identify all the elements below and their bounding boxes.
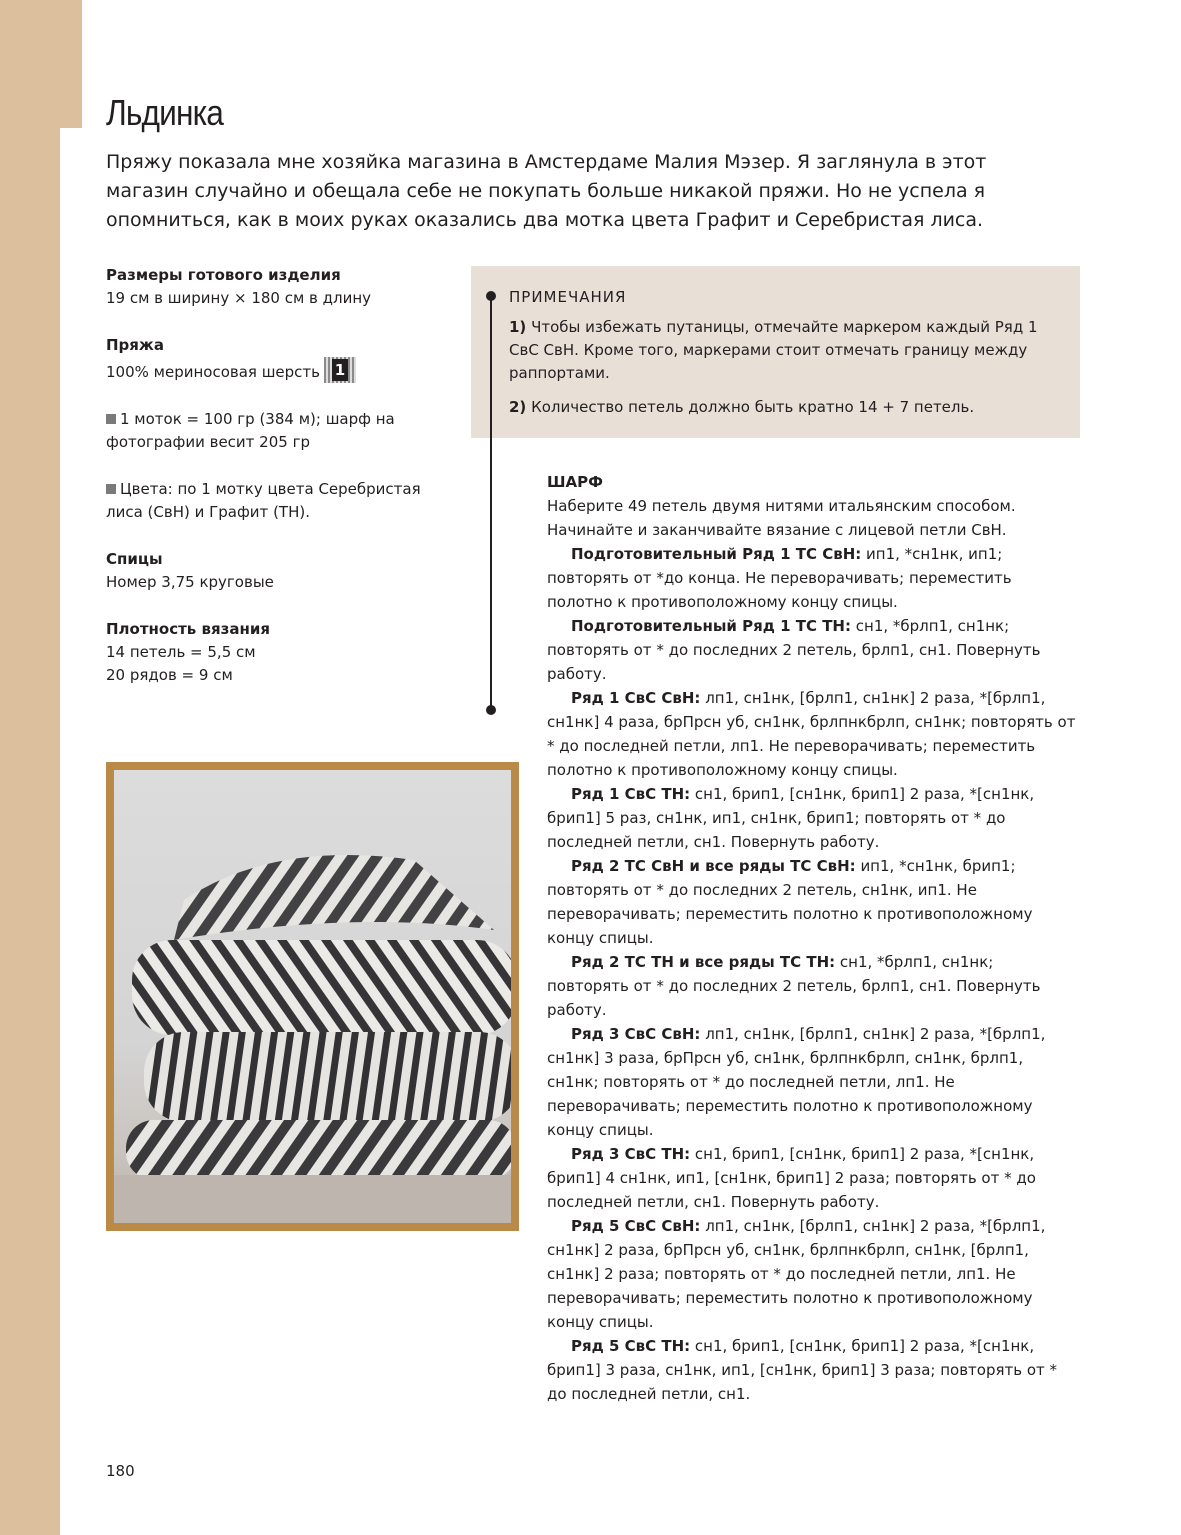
row-instruction	[547, 1214, 1077, 1334]
intro-paragraph: Пряжу показала мне хозяйка магазина в Амстердаме Малия Мэзер. Я заглянула в этот магазин случайно и обещала себе не покупать больше никакой пряжи. Но не успела я опомниться, как в моих руках оказались два мотка цвета Графит и Серебристая лиса.	[106, 151, 987, 231]
row-label: Подготовительный Ряд 1 ТС СвН:	[571, 545, 862, 563]
notes-heading: ПРИМЕЧАНИЯ	[509, 288, 627, 306]
row-label: Ряд 5 СвС ТН:	[571, 1337, 691, 1355]
row-instructions	[547, 542, 1077, 1406]
row-text: лп1, сн1нк, [брлп1, сн1нк] 2 раза, *[брлп1, сн1нк] 4 раза, брПрсн уб, сн1нк, брлпнкбрлп, сн1нк; повторять от * до последней петли, лп1. Не переворачивать; переместить полотно к противоположному концу спицы.	[547, 689, 1076, 779]
note-1	[509, 316, 1059, 385]
yarn-block	[106, 334, 446, 384]
colors-info: Цвета: по 1 мотку цвета Серебристая лиса (СвН) и Графит (ТН).	[106, 480, 421, 521]
row-text: сн1, *брлп1, сн1нк; повторять от * до последних 2 петель, брлп1, сн1. Повернуть работу.	[547, 617, 1041, 683]
page-title: Льдинка	[106, 92, 223, 133]
row-text: ип1, *сн1нк, ип1; повторять от *до конца. Не переворачивать; переместить полотно к противоположному концу спицы.	[547, 545, 1012, 611]
row-text: ип1, *сн1нк, брип1; повторять от * до последних 2 петель, сн1нк, ип1. Не переворачивать; переместить полотно к противоположному концу спицы.	[547, 857, 1033, 947]
notes-box	[471, 266, 1080, 438]
row-text: сн1, брип1, [сн1нк, брип1] 2 раза, *[сн1нк, брип1] 3 раза, сн1нк, ип1, [сн1нк, брип1] 3 раза; повторять от * до последней петли, сн1.	[547, 1337, 1058, 1403]
note-2-number: 2)	[509, 398, 527, 416]
scarf-heading: ШАРФ	[547, 473, 604, 491]
row-instruction	[547, 854, 1077, 950]
yarn-value: 100% мериносовая шерсть	[106, 363, 320, 381]
yarn-weight-number: 1	[332, 359, 348, 381]
note-2	[509, 396, 1059, 419]
square-bullet-icon	[106, 414, 116, 424]
size-value: 19 см в ширину × 180 см в длину	[106, 289, 372, 307]
note-1-number: 1)	[509, 318, 527, 336]
row-label: Ряд 2 ТС СвН и все ряды ТС СвН:	[571, 857, 856, 875]
knitted-scarf-illustration	[114, 770, 511, 1223]
gauge-rows: 20 рядов = 9 см	[106, 666, 233, 684]
row-label: Ряд 1 СвС ТН:	[571, 785, 691, 803]
row-label: Ряд 3 СвС ТН:	[571, 1145, 691, 1163]
timeline-line	[490, 296, 492, 710]
gauge-block	[106, 618, 446, 687]
skein-line	[106, 408, 446, 454]
cast-on-text: Наберите 49 петель двумя нитями итальянским способом. Начинайте и заканчивайте вязание с лицевой петли СвН.	[547, 497, 1016, 539]
row-instruction	[547, 1142, 1077, 1214]
timeline-dot-icon	[486, 291, 496, 301]
row-text: сн1, брип1, [сн1нк, брип1] 2 раза, *[сн1нк, брип1] 4 сн1нк, ип1, [сн1нк, брип1] 2 раза; повторять от * до последней петли, сн1. Повернуть работу.	[547, 1145, 1036, 1211]
note-1-text: Чтобы избежать путаницы, отмечайте маркером каждый Ряд 1 СвС СвН. Кроме того, маркерами стоит отмечать границу между раппортами.	[509, 318, 1038, 382]
yarn-value-line	[106, 357, 446, 384]
row-text: сн1, брип1, [сн1нк, брип1] 2 раза, *[сн1нк, брип1] 5 раз, сн1нк, ип1, сн1нк, брип1; повторять от * до последней петли, сн1. Повернуть работу.	[547, 785, 1035, 851]
row-label: Ряд 2 ТС ТН и все ряды ТС ТН:	[571, 953, 836, 971]
gauge-heading: Плотность вязания	[106, 620, 270, 638]
note-2-text: Количество петель должно быть кратно 14 + 7 петель.	[531, 398, 975, 416]
skein-block	[106, 408, 446, 454]
row-instruction	[547, 686, 1077, 782]
size-block	[106, 264, 446, 310]
row-text: лп1, сн1нк, [брлп1, сн1нк] 2 раза, *[брлп1, сн1нк] 2 раза, брПрсн уб, сн1нк, брлпнкбрлп, сн1нк, [брлп1, сн1нк] 2 раза; повторять от * до последней петли, лп1. Не переворачивать; переместить полотно к противоположному концу спицы.	[547, 1217, 1046, 1331]
needles-heading: Спицы	[106, 550, 163, 568]
scarf-photo	[114, 770, 511, 1223]
row-instruction	[547, 614, 1077, 686]
row-instruction	[547, 542, 1077, 614]
row-instruction	[547, 1022, 1077, 1142]
scarf-photo-frame	[106, 762, 519, 1231]
row-text: лп1, сн1нк, [брлп1, сн1нк] 2 раза, *[брлп1, сн1нк] 3 раза, брПрсн уб, сн1нк, брлпнкбрлп, сн1нк, брлп1, сн1нк; повторять от * до последней петли, лп1. Не переворачивать; переместить полотно к противоположному концу спицы.	[547, 1025, 1046, 1139]
yarn-heading: Пряжа	[106, 336, 164, 354]
row-label: Ряд 5 СвС СвН:	[571, 1217, 701, 1235]
square-bullet-icon	[106, 484, 116, 494]
page-number: 180	[106, 1462, 135, 1480]
row-label: Ряд 3 СвС СвН:	[571, 1025, 701, 1043]
decorative-band-top	[0, 0, 82, 128]
timeline-dot-icon	[486, 705, 496, 715]
row-label: Подготовительный Ряд 1 ТС ТН:	[571, 617, 851, 635]
skein-info: 1 моток = 100 гр (384 м); шарф на фотографии весит 205 гр	[106, 410, 395, 451]
row-instruction	[547, 1334, 1077, 1406]
specs-column	[106, 264, 446, 711]
needles-block	[106, 548, 446, 594]
gauge-stitches: 14 петель = 5,5 см	[106, 643, 256, 661]
colors-line	[106, 478, 446, 524]
scarf-instructions	[547, 470, 1077, 1406]
decorative-band-left	[0, 0, 60, 1535]
colors-block	[106, 478, 446, 524]
size-heading: Размеры готового изделия	[106, 266, 341, 284]
row-label: Ряд 1 СвС СвН:	[571, 689, 701, 707]
row-text: сн1, *брлп1, сн1нк; повторять от * до последних 2 петель, брлп1, сн1. Повернуть работу.	[547, 953, 1041, 1019]
row-instruction	[547, 782, 1077, 854]
needles-value: Номер 3,75 круговые	[106, 573, 274, 591]
row-instruction	[547, 950, 1077, 1022]
yarn-weight-icon	[324, 357, 356, 383]
